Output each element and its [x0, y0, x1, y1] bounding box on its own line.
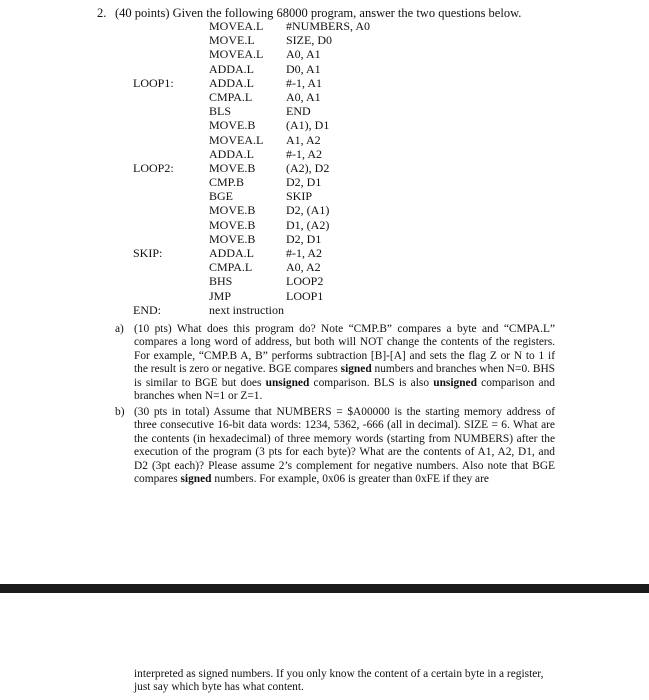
- program-operands: D2, D1: [286, 175, 322, 190]
- program-operands: SKIP: [286, 189, 313, 204]
- program-line: [0, 147, 649, 161]
- program-operands: D2, D1: [286, 231, 322, 246]
- page-divider: [0, 584, 649, 593]
- assembly-program: [0, 19, 649, 317]
- program-line: [0, 289, 649, 303]
- program-opcode: ADDA.L: [209, 146, 254, 161]
- program-line: [0, 260, 649, 274]
- program-operands: LOOP1: [286, 288, 324, 303]
- program-opcode: JMP: [209, 288, 232, 303]
- program-label: END:: [133, 302, 161, 317]
- program-opcode: BGE: [209, 189, 233, 204]
- program-opcode: CMPA.L: [209, 260, 253, 275]
- part-a-text-3: comparison. BLS is also: [309, 376, 434, 389]
- part-b-text-2: numbers. For example, 0x06 is greater than 0xFE if they are: [211, 473, 489, 486]
- program-operands: A0, A1: [286, 47, 321, 62]
- part-a: [115, 323, 555, 403]
- program-opcode: MOVE.B: [209, 217, 256, 232]
- program-label: LOOP1:: [133, 75, 174, 90]
- program-operands: D2, (A1): [286, 203, 330, 218]
- part-a-bold-2: unsigned: [265, 376, 310, 389]
- program-opcode: CMPA.L: [209, 89, 253, 104]
- program-line: [0, 133, 649, 147]
- part-b-text: [134, 406, 555, 486]
- program-opcode: ADDA.L: [209, 246, 254, 260]
- part-b-marker: b): [115, 406, 125, 418]
- program-line: [0, 203, 649, 217]
- program-line: [0, 47, 649, 61]
- program-opcode: ADDA.L: [209, 61, 254, 76]
- program-opcode: MOVE.B: [209, 118, 256, 133]
- program-line: [0, 189, 649, 203]
- program-line: [0, 62, 649, 76]
- part-a-bold-3: unsigned: [433, 376, 477, 389]
- program-opcode: next instruction: [209, 302, 284, 317]
- program-line: [0, 161, 649, 175]
- program-line: [0, 274, 649, 288]
- part-b-bold-1: signed: [180, 473, 212, 486]
- part-a-bold-1: signed: [340, 363, 372, 376]
- program-label: LOOP2:: [133, 160, 174, 175]
- program-line: [0, 104, 649, 118]
- program-opcode: MOVEA.L: [209, 132, 264, 147]
- program-operands: #NUMBERS, A0: [286, 19, 371, 33]
- program-opcode: MOVE.B: [209, 231, 256, 246]
- part-a-marker: a): [115, 323, 124, 335]
- program-line: [0, 118, 649, 132]
- program-label: SKIP:: [133, 246, 163, 260]
- program-operands: D0, A1: [286, 61, 321, 76]
- program-operands: END: [286, 104, 311, 119]
- part-a-text-4: comparison and branches when N=1 or Z=1.: [134, 376, 555, 403]
- program-line: [0, 33, 649, 47]
- continuation-text: interpreted as signed numbers. If you only know the content of a certain byte in a register, just say which byte has what content.: [134, 668, 544, 694]
- program-opcode: BHS: [209, 274, 233, 289]
- question-number: 2.: [97, 6, 107, 20]
- program-line: [0, 246, 649, 260]
- part-a-text-1: (10 pts) What does this program do? Note “CMP.B” compares a byte and “CMPA.L” compares a long word of address, but both will NOT change the contents of the registers. For example, “CMP.B A, B” performs subtraction [B]-[A] and sets the flag Z or N to 1 if the result is zero or negative. BGE compares: [134, 323, 555, 376]
- program-operands: (A2), D2: [286, 160, 330, 175]
- program-operands: #-1, A2: [286, 146, 322, 161]
- question-title: (40 points) Given the following 68000 program, answer the two questions below.: [115, 6, 522, 20]
- program-opcode: MOVE.L: [209, 33, 255, 48]
- part-b-text-1: (30 pts in total) Assume that NUMBERS = $A00000 is the starting memory address of three consecutive 16-bit data words: 1234, 5362, -666 (all in decimal). SIZE = 6. What are the contents (in hexadecimal) of three memory words (starting from NUMBERS) after the execution of the program (3 pts for each byte)? What are the contents of A1, A2, D1, and D2 (3pt each)? Please assume 2’s complement for negative numbers. Also note that BGE compares: [134, 406, 555, 486]
- program-opcode: BLS: [209, 104, 232, 119]
- program-line: [0, 90, 649, 104]
- program-operands: A1, A2: [286, 132, 321, 147]
- program-operands: #-1, A1: [286, 75, 322, 90]
- program-opcode: MOVE.B: [209, 160, 256, 175]
- program-operands: A0, A2: [286, 260, 321, 275]
- part-b: [115, 406, 555, 486]
- program-operands: (A1), D1: [286, 118, 330, 133]
- program-line: [0, 232, 649, 246]
- program-operands: D1, (A2): [286, 217, 330, 232]
- program-operands: LOOP2: [286, 274, 324, 289]
- program-opcode: MOVE.B: [209, 203, 256, 218]
- program-opcode: MOVEA.L: [209, 47, 264, 62]
- program-line: [0, 303, 649, 317]
- program-line: [0, 218, 649, 232]
- part-a-text-2: numbers and branches when N=0. BHS is similar to BGE but does: [134, 363, 556, 389]
- program-opcode: CMP.B: [209, 175, 245, 190]
- program-line: [0, 76, 649, 90]
- program-opcode: MOVEA.L: [209, 19, 264, 33]
- program-line: [0, 19, 649, 33]
- program-operands: SIZE, D0: [286, 33, 332, 48]
- part-a-text: [134, 323, 555, 403]
- program-line: [0, 175, 649, 189]
- program-opcode: ADDA.L: [209, 75, 254, 90]
- program-operands: A0, A1: [286, 89, 321, 104]
- program-operands: #-1, A2: [286, 246, 322, 260]
